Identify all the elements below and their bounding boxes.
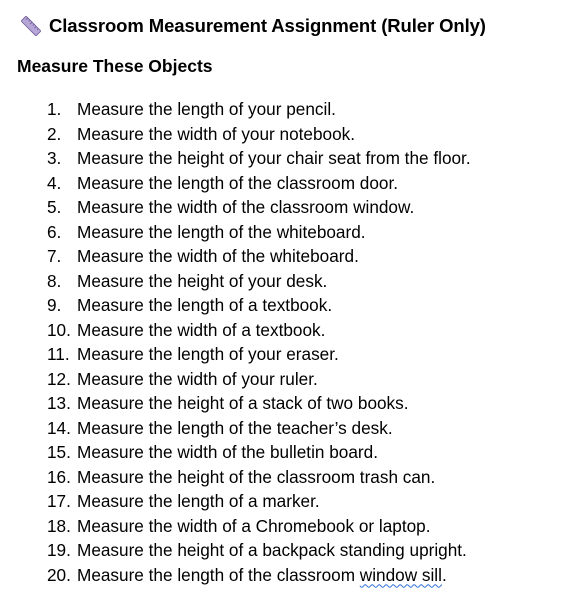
task-text: Measure the length of a textbook. — [77, 295, 333, 315]
task-number: 15. — [47, 442, 71, 462]
task-text: Measure the height of your desk. — [77, 270, 328, 291]
task-number: 3. — [47, 148, 62, 168]
task-number: 2. — [47, 123, 62, 144]
task-number: 7. — [47, 246, 62, 266]
task-text: Measure the length of the whiteboard. — [77, 221, 366, 242]
task-text — [77, 563, 447, 588]
task-number: 18. — [47, 515, 71, 536]
task-text: Measure the length of the teacher’s desk. — [77, 417, 393, 438]
task-number: 14. — [47, 417, 71, 438]
straight-ruler-icon — [20, 15, 42, 37]
task-text: Measure the length of a marker. — [77, 491, 320, 511]
spellcheck-flagged-text[interactable]: window sill — [359, 564, 442, 585]
task-number: 19. — [47, 540, 71, 560]
task-number: 20. — [47, 564, 71, 585]
task-text: Measure the length of your eraser. — [77, 344, 339, 364]
task-text: Measure the height of your chair seat from the floor. — [77, 148, 471, 168]
task-text: Measure the height of the classroom trash can. — [77, 466, 436, 487]
task-number: 5. — [47, 197, 62, 217]
task-number: 8. — [47, 270, 62, 291]
task-text-end: . — [441, 564, 447, 585]
task-number: 6. — [47, 221, 62, 242]
task-text: Measure the width of your notebook. — [77, 123, 356, 144]
task-text: Measure the width of your ruler. — [77, 368, 318, 389]
task-number: 1. — [47, 99, 62, 119]
task-number: 4. — [47, 172, 62, 193]
task-text: Measure the width of the classroom window. — [77, 197, 415, 217]
task-text: Measure the length of the classroom door. — [77, 172, 399, 193]
task-text: Measure the width of the bulletin board. — [77, 442, 378, 462]
title-row — [20, 13, 486, 39]
task-text: Measure the height of a stack of two books. — [77, 393, 409, 413]
task-number: 10. — [47, 319, 71, 340]
task-text: Measure the width of the whiteboard. — [77, 246, 359, 266]
document-title: Classroom Measurement Assignment (Ruler Only) — [49, 15, 486, 36]
task-number: 9. — [47, 295, 62, 315]
task-number: 12. — [47, 368, 71, 389]
task-text-start: Measure the length of the classroom — [77, 564, 360, 585]
task-number: 13. — [47, 393, 71, 413]
task-text: Measure the width of a textbook. — [77, 319, 326, 340]
section-heading: Measure These Objects — [17, 56, 213, 76]
task-number: 11. — [47, 344, 70, 364]
task-number: 16. — [47, 466, 71, 487]
task-text: Measure the height of a backpack standing upright. — [77, 540, 467, 560]
task-number: 17. — [47, 491, 71, 511]
task-text: Measure the length of your pencil. — [77, 99, 336, 119]
task-text: Measure the width of a Chromebook or laptop. — [77, 515, 431, 536]
